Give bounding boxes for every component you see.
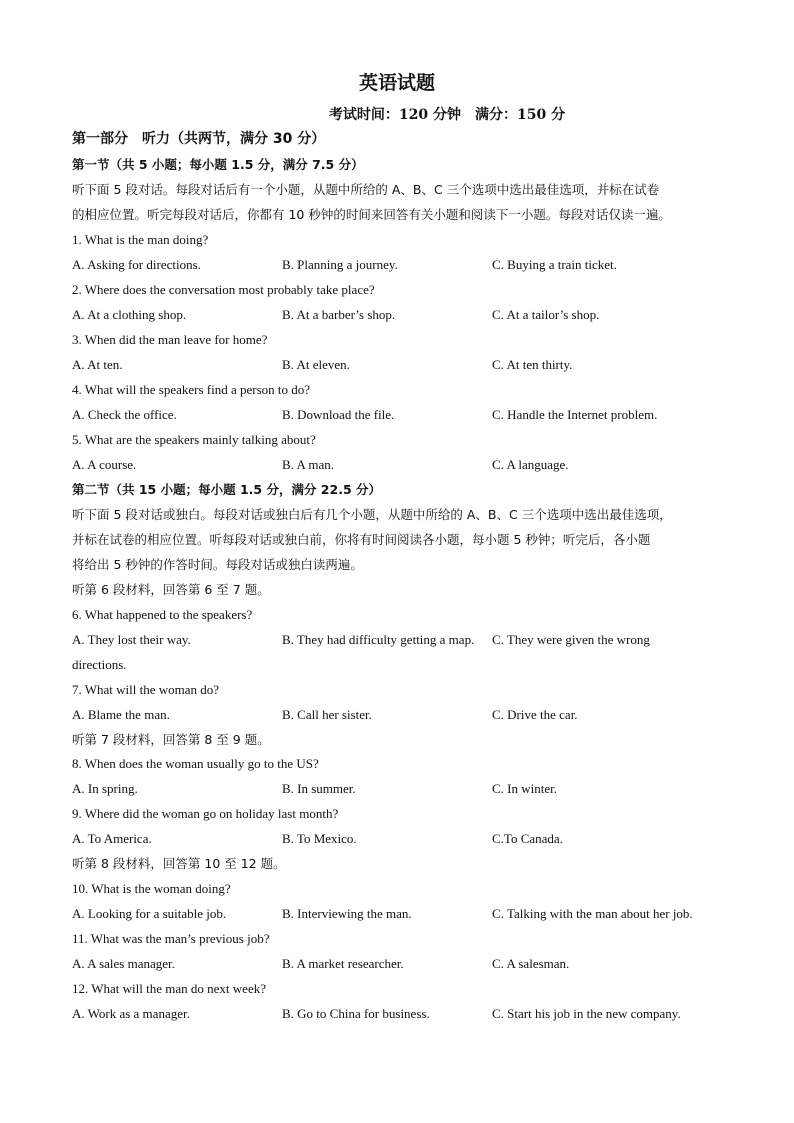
q11-option-c: C. A salesman. — [492, 956, 570, 971]
q1-option-b: B. Planning a journey. — [282, 257, 398, 272]
q2-option-b: B. At a barber’s shop. — [282, 307, 396, 322]
material-6-instruction: 听第 6 段材料，回答第 6 至 7 题。 — [72, 582, 270, 597]
q3-option-b: B. At eleven. — [282, 357, 350, 372]
question-2: 2. Where does the conversation most probably take place? — [72, 282, 375, 297]
q5-option-b: B. A man. — [282, 457, 335, 472]
q8-option-c: C. In winter. — [492, 781, 557, 796]
q10-option-a: A. Looking for a suitable job. — [72, 906, 227, 921]
q6-option-a: A. They lost their way. — [72, 632, 191, 647]
question-3: 3. When did the man leave for home? — [72, 332, 268, 347]
question-10: 10. What is the woman doing? — [72, 881, 231, 896]
part1-heading: 第一部分 听力（共两节，满分 30 分） — [72, 131, 326, 147]
q6-option-c: C. They were given the wrong — [492, 632, 650, 647]
q3-option-c: C. At ten thirty. — [492, 357, 573, 372]
q4-option-b: B. Download the file. — [282, 407, 395, 422]
question-9: 9. Where did the woman go on holiday last month? — [72, 806, 339, 821]
question-5: 5. What are the speakers mainly talking about? — [72, 432, 316, 447]
question-1: 1. What is the man doing? — [72, 232, 209, 247]
section1-instruction-line1: 听下面 5 段对话。每段对话后有一个小题，从题中所给的 A、B、C 三个选项中选出最佳选项，并标在试卷 — [72, 182, 660, 197]
page-title: 英语试题 — [358, 72, 435, 94]
section1-heading: 第一节（共 5 小题；每小题 1.5 分，满分 7.5 分） — [72, 157, 364, 172]
q4-option-c: C. Handle the Internet problem. — [492, 407, 658, 422]
section1-instruction-line2: 的相应位置。听完每段对话后，你都有 10 秒钟的时间来回答有关小题和阅读下一小题。每段对话仅读一遍。 — [72, 207, 671, 222]
section2-instruction-line1: 听下面 5 段对话或独白。每段对话或独白后有几个小题，从题中所给的 A、B、C 三个选项中选出最佳选项， — [72, 507, 672, 522]
material-8-instruction: 听第 8 段材料，回答第 10 至 12 题。 — [72, 856, 286, 871]
question-11: 11. What was the man’s previous job? — [72, 931, 270, 946]
q4-option-a: A. Check the office. — [72, 407, 177, 422]
q1-option-c: C. Buying a train ticket. — [492, 257, 617, 272]
q11-option-b: B. A market researcher. — [282, 956, 404, 971]
q10-option-b: B. Interviewing the man. — [282, 906, 412, 921]
q3-option-a: A. At ten. — [72, 357, 123, 372]
q9-option-b: B. To Mexico. — [282, 831, 357, 846]
question-7: 7. What will the woman do? — [72, 682, 220, 697]
q7-option-a: A. Blame the man. — [72, 707, 170, 722]
q9-option-a: A. To America. — [72, 831, 152, 846]
q6-option-b: B. They had difficulty getting a map. — [282, 632, 475, 647]
exam-info: 考试时间：120 分钟 满分：150 分 — [328, 107, 566, 123]
question-8: 8. When does the woman usually go to the US? — [72, 756, 319, 771]
question-6: 6. What happened to the speakers? — [72, 607, 253, 622]
q7-option-c: C. Drive the car. — [492, 707, 578, 722]
q2-option-a: A. At a clothing shop. — [72, 307, 187, 322]
question-12: 12. What will the man do next week? — [72, 981, 266, 996]
q2-option-c: C. At a tailor’s shop. — [492, 307, 600, 322]
q8-option-a: A. In spring. — [72, 781, 138, 796]
question-4: 4. What will the speakers find a person to do? — [72, 382, 311, 397]
q6-option-c-continued: directions. — [72, 657, 127, 672]
material-7-instruction: 听第 7 段材料，回答第 8 至 9 题。 — [72, 732, 270, 747]
q7-option-b: B. Call her sister. — [282, 707, 372, 722]
q9-option-c: C.To Canada. — [492, 831, 563, 846]
q12-option-b: B. Go to China for business. — [282, 1006, 430, 1021]
q5-option-c: C. A language. — [492, 457, 569, 472]
q8-option-b: B. In summer. — [282, 781, 356, 796]
q12-option-c: C. Start his job in the new company. — [492, 1006, 681, 1021]
section2-instruction-line3: 将给出 5 秒钟的作答时间。每段对话或独白读两遍。 — [72, 557, 363, 572]
q1-option-a: A. Asking for directions. — [72, 257, 201, 272]
section2-heading: 第二节（共 15 小题；每小题 1.5 分，满分 22.5 分） — [72, 482, 381, 497]
section2-instruction-line2: 并标在试卷的相应位置。听每段对话或独白前，你将有时间阅读各小题，每小题 5 秒钟；听完后，各小题 — [72, 532, 651, 547]
q11-option-a: A. A sales manager. — [72, 956, 175, 971]
q10-option-c: C. Talking with the man about her job. — [492, 906, 693, 921]
q12-option-a: A. Work as a manager. — [72, 1006, 190, 1021]
q5-option-a: A. A course. — [72, 457, 137, 472]
